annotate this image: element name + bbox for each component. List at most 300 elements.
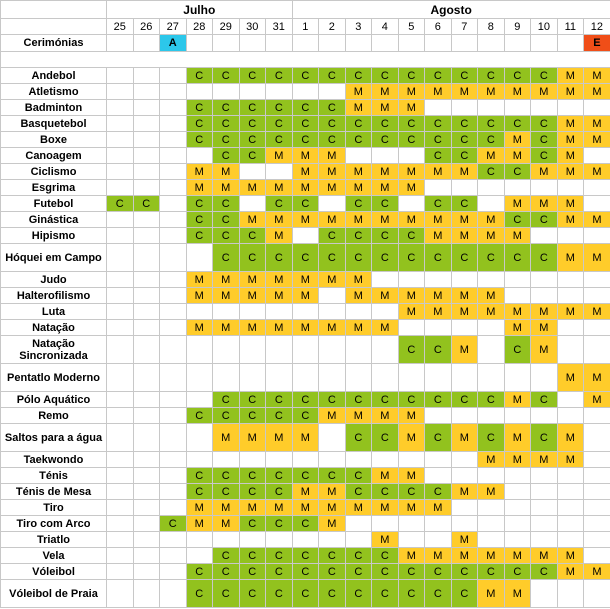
empty-cell [239,532,266,548]
medal-cell: M [213,516,240,532]
empty-cell [451,364,478,392]
medal-cell: M [531,336,558,364]
medal-cell: M [557,132,584,148]
ceremony-cell-opening: A [160,35,187,52]
competition-cell: C [398,392,425,408]
medal-cell: M [504,228,531,244]
empty-cell [266,364,293,392]
sport-name: Pólo Aquático [1,392,107,408]
spacer-row [1,52,610,68]
competition-cell: C [213,468,240,484]
sport-row [1,244,610,272]
empty-cell [133,288,160,304]
medal-cell: M [372,84,399,100]
sport-row [1,532,610,548]
empty-cell [345,148,372,164]
empty-cell [372,452,399,468]
competition-cell: C [398,132,425,148]
empty-cell [478,468,505,484]
empty-cell [584,180,610,196]
medal-cell: M [504,132,531,148]
empty-cell [213,364,240,392]
competition-cell: C [213,564,240,580]
competition-cell: C [398,244,425,272]
empty-cell [319,288,346,304]
competition-cell: C [266,244,293,272]
empty-cell [292,336,319,364]
empty-cell [319,452,346,468]
competition-cell: C [292,100,319,116]
empty-cell [133,148,160,164]
medal-cell: M [345,180,372,196]
competition-cell: C [425,424,452,452]
competition-cell: C [451,244,478,272]
medal-cell: M [584,164,610,180]
empty-cell [557,228,584,244]
medal-cell: M [398,424,425,452]
competition-cell: C [425,196,452,212]
medal-cell: M [186,516,213,532]
empty-cell [107,116,134,132]
empty-cell [531,180,558,196]
competition-cell: C [345,564,372,580]
competition-cell: C [266,100,293,116]
empty-cell [557,180,584,196]
competition-cell: C [213,392,240,408]
empty-cell [398,272,425,288]
empty-cell [584,228,610,244]
empty-cell [478,500,505,516]
competition-cell: C [239,468,266,484]
empty-cell [557,100,584,116]
sport-row [1,116,610,132]
empty-cell [160,244,187,272]
empty-cell [133,580,160,608]
day-header-cell: 11 [557,19,584,35]
medal-cell: M [345,100,372,116]
empty-cell [160,580,187,608]
sport-name: Vóleibol [1,564,107,580]
competition-cell: C [186,408,213,424]
sport-name: Badminton [1,100,107,116]
sport-name: Andebol [1,68,107,84]
empty-cell [531,484,558,500]
competition-cell: C [239,244,266,272]
medal-cell: M [398,288,425,304]
competition-cell: C [372,392,399,408]
medal-cell: M [504,452,531,468]
ceremony-cell [266,35,293,52]
medal-cell: M [584,68,610,84]
competition-cell: C [266,516,293,532]
empty-cell [266,452,293,468]
medal-cell: M [345,408,372,424]
competition-cell: C [398,484,425,500]
empty-cell [531,532,558,548]
medal-cell: M [292,320,319,336]
sport-name: Ténis [1,468,107,484]
medal-cell: M [398,500,425,516]
empty-cell [478,320,505,336]
medal-cell: M [266,212,293,228]
sport-row [1,392,610,408]
competition-cell: C [292,516,319,532]
medal-cell: M [557,148,584,164]
empty-cell [213,452,240,468]
medal-cell: M [451,336,478,364]
empty-cell [584,100,610,116]
sport-name: Taekwondo [1,452,107,468]
empty-cell [186,244,213,272]
empty-cell [133,532,160,548]
empty-cell [478,364,505,392]
empty-cell [557,336,584,364]
competition-cell: C [345,244,372,272]
medal-cell: M [292,148,319,164]
empty-cell [372,516,399,532]
medal-cell: M [213,164,240,180]
competition-cell: C [398,580,425,608]
medal-cell: M [557,424,584,452]
competition-cell: C [425,484,452,500]
competition-cell: C [504,164,531,180]
empty-cell [239,164,266,180]
competition-cell: C [372,548,399,564]
medal-cell: M [372,320,399,336]
empty-cell [557,392,584,408]
sport-row [1,408,610,424]
empty-cell [584,320,610,336]
empty-cell [398,364,425,392]
competition-cell: C [239,484,266,500]
empty-cell [557,484,584,500]
competition-cell: C [478,132,505,148]
medal-cell: M [584,364,610,392]
ceremony-cell [292,35,319,52]
medal-cell: M [398,180,425,196]
empty-cell [478,272,505,288]
empty-cell [425,468,452,484]
sport-name: Boxe [1,132,107,148]
medal-cell: M [319,320,346,336]
empty-cell [133,116,160,132]
empty-cell [266,304,293,320]
empty-cell [292,228,319,244]
empty-cell [425,320,452,336]
empty-cell [186,148,213,164]
competition-cell: C [213,408,240,424]
empty-cell [160,196,187,212]
competition-cell: C [425,148,452,164]
empty-cell [133,408,160,424]
competition-cell: C [504,212,531,228]
medal-cell: M [213,272,240,288]
competition-cell: C [345,484,372,500]
empty-cell [531,272,558,288]
empty-cell [451,516,478,532]
medal-cell: M [504,320,531,336]
medal-cell: M [398,100,425,116]
empty-cell [160,148,187,164]
sport-row [1,100,610,116]
medal-cell: M [451,532,478,548]
empty-cell [133,320,160,336]
competition-cell: C [319,116,346,132]
ceremony-cell-closing: E [584,35,610,52]
medal-cell: M [425,212,452,228]
competition-cell: C [239,408,266,424]
competition-cell: C [213,68,240,84]
competition-cell: C [266,484,293,500]
day-header-cell: 29 [213,19,240,35]
medal-cell: M [186,320,213,336]
empty-cell [107,564,134,580]
medal-cell: M [531,84,558,100]
competition-cell: C [213,228,240,244]
sport-name: Hipismo [1,228,107,244]
competition-cell: C [319,564,346,580]
medal-cell: M [292,424,319,452]
empty-cell [557,468,584,484]
medal-cell: M [531,320,558,336]
sport-name: Ginástica [1,212,107,228]
empty-cell [160,288,187,304]
medal-cell: M [398,212,425,228]
medal-cell: M [266,148,293,164]
empty-cell [133,364,160,392]
medal-cell: M [425,228,452,244]
medal-cell: M [584,116,610,132]
empty-cell [107,212,134,228]
empty-cell [133,336,160,364]
medal-cell: M [557,196,584,212]
sport-row [1,336,610,364]
medal-cell: M [584,564,610,580]
day-header-cell: 4 [372,19,399,35]
medal-cell: M [478,84,505,100]
sport-name: Basquetebol [1,116,107,132]
empty-cell [584,484,610,500]
empty-cell [133,244,160,272]
empty-cell [107,68,134,84]
competition-cell: C [266,196,293,212]
empty-cell [107,272,134,288]
sport-row [1,548,610,564]
empty-cell [584,272,610,288]
medal-cell: M [372,500,399,516]
empty-cell [133,212,160,228]
medal-cell: M [372,288,399,304]
day-header-cell: 27 [160,19,187,35]
medal-cell: M [478,148,505,164]
medal-cell: M [557,116,584,132]
ceremony-cell [319,35,346,52]
medal-cell: M [319,180,346,196]
medal-cell: M [451,288,478,304]
competition-cell: C [345,468,372,484]
empty-cell [398,196,425,212]
empty-cell [531,408,558,424]
empty-cell [107,364,134,392]
competition-cell: C [186,116,213,132]
medal-cell: M [584,392,610,408]
medal-cell: M [531,164,558,180]
medal-cell: M [372,408,399,424]
medal-cell: M [345,320,372,336]
empty-cell [160,392,187,408]
empty-cell [345,532,372,548]
sport-row [1,580,610,608]
medal-cell: M [451,228,478,244]
competition-cell: C [319,68,346,84]
empty-cell [584,468,610,484]
empty-cell [292,304,319,320]
competition-cell: C [239,392,266,408]
empty-cell [239,304,266,320]
competition-cell: C [239,228,266,244]
medal-cell: M [319,148,346,164]
medal-cell: M [425,304,452,320]
sport-name: Futebol [1,196,107,212]
medal-cell: M [292,272,319,288]
empty-cell [451,180,478,196]
competition-cell: C [372,564,399,580]
competition-cell: C [186,212,213,228]
competition-cell: C [531,564,558,580]
competition-cell: C [292,132,319,148]
competition-cell: C [319,228,346,244]
empty-cell [133,564,160,580]
competition-cell: C [531,68,558,84]
empty-cell [584,288,610,304]
medal-cell: M [451,424,478,452]
empty-cell [239,196,266,212]
sport-row [1,212,610,228]
sport-row [1,196,610,212]
empty-cell [584,408,610,424]
competition-cell: C [292,68,319,84]
empty-cell [425,364,452,392]
competition-cell: C [186,132,213,148]
empty-cell [133,548,160,564]
medal-cell: M [345,288,372,304]
sport-row [1,564,610,580]
empty-cell [345,336,372,364]
competition-cell: C [372,68,399,84]
empty-cell [319,532,346,548]
medal-cell: M [557,164,584,180]
medal-cell: M [372,100,399,116]
competition-cell: C [319,244,346,272]
empty-cell [398,516,425,532]
empty-cell [160,212,187,228]
empty-cell [504,484,531,500]
competition-cell: C [239,68,266,84]
medal-cell: M [239,320,266,336]
medal-cell: M [504,580,531,608]
medal-cell: M [292,500,319,516]
sport-name: Ténis de Mesa [1,484,107,500]
medal-cell: M [239,180,266,196]
empty-cell [531,516,558,532]
sport-name: Atletismo [1,84,107,100]
ceremony-cell [557,35,584,52]
medal-cell: M [186,500,213,516]
empty-cell [107,468,134,484]
medal-cell: M [266,424,293,452]
empty-cell [107,580,134,608]
medal-cell: M [266,288,293,304]
competition-cell: C [504,336,531,364]
sport-name: Halterofilismo [1,288,107,304]
empty-cell [107,532,134,548]
competition-cell: C [478,424,505,452]
competition-cell: C [213,580,240,608]
empty-cell [292,84,319,100]
medal-cell: M [425,84,452,100]
sport-row [1,272,610,288]
medal-cell: M [557,212,584,228]
medal-cell: M [213,424,240,452]
corner-cell [1,1,107,19]
competition-cell: C [239,516,266,532]
competition-cell: C [266,468,293,484]
empty-cell [239,84,266,100]
competition-cell: C [213,212,240,228]
empty-cell [133,164,160,180]
competition-cell: C [345,116,372,132]
empty-cell [107,320,134,336]
medal-cell: M [584,212,610,228]
empty-cell [557,272,584,288]
empty-cell [319,364,346,392]
medal-cell: M [266,228,293,244]
empty-cell [531,500,558,516]
medal-cell: M [398,468,425,484]
sport-row [1,468,610,484]
competition-cell: C [319,548,346,564]
competition-cell: C [478,116,505,132]
sport-name: Judo [1,272,107,288]
competition-cell: C [213,148,240,164]
competition-cell: C [531,116,558,132]
empty-cell [160,408,187,424]
empty-cell [557,288,584,304]
competition-cell: C [160,516,187,532]
empty-cell [213,336,240,364]
spacer-cell [1,52,610,68]
competition-cell: C [372,244,399,272]
empty-cell [557,320,584,336]
day-header-cell: 28 [186,19,213,35]
competition-cell: C [186,468,213,484]
medal-cell: M [504,548,531,564]
empty-cell [319,336,346,364]
empty-cell [345,304,372,320]
medal-cell: M [372,532,399,548]
ceremony-cell [372,35,399,52]
competition-cell: C [319,468,346,484]
competition-cell: C [292,580,319,608]
medal-cell: M [319,500,346,516]
empty-cell [107,132,134,148]
medal-cell: M [425,164,452,180]
empty-cell [372,336,399,364]
month-header-row [1,1,610,19]
empty-cell [398,532,425,548]
empty-cell [186,392,213,408]
empty-cell [319,304,346,320]
